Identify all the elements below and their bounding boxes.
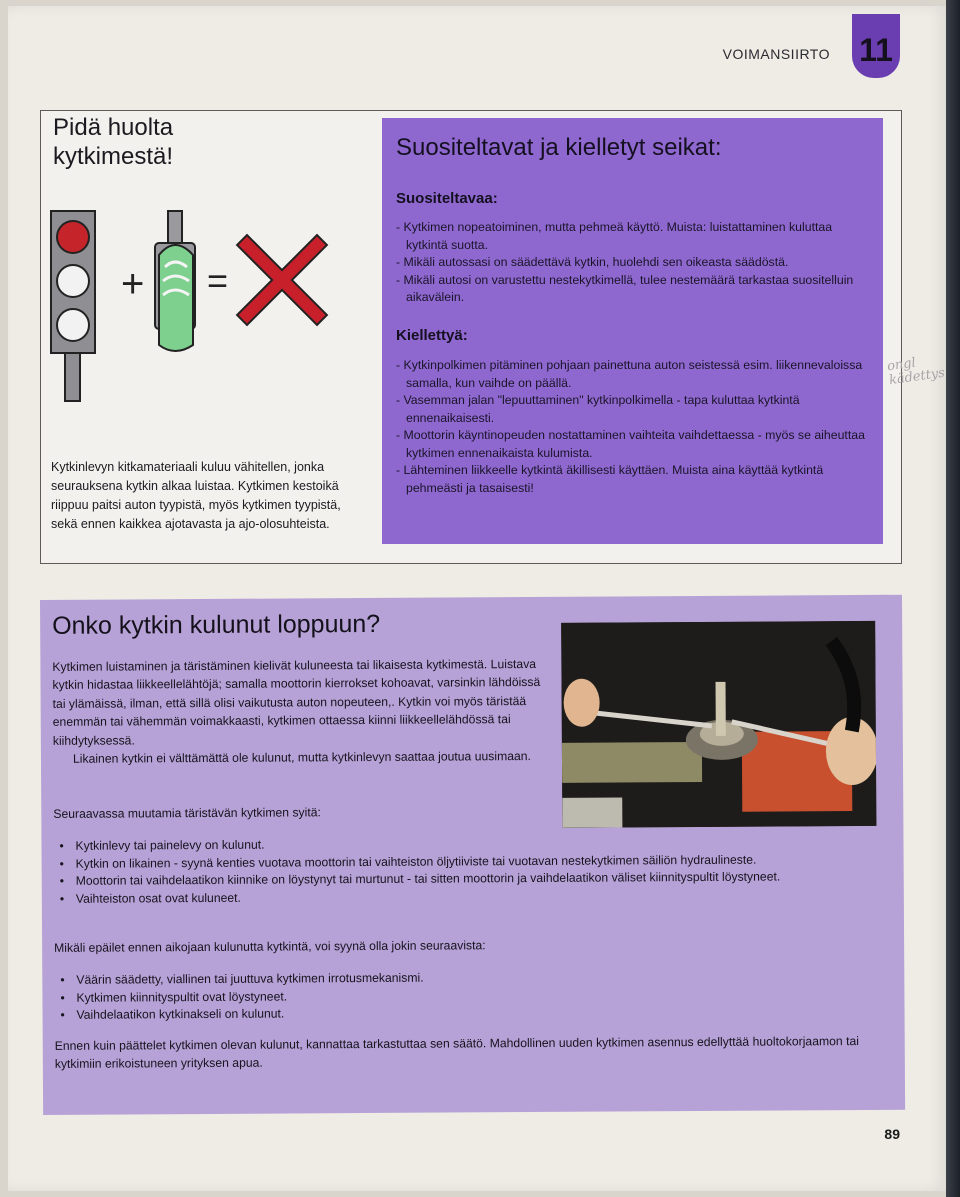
left-title xyxy=(53,113,273,171)
list-item: - Lähteminen liikkeelle kytkintä äkillisesti käyttäen. Muista aina käyttää kytkintä pehmeästi ja tasaisesti! xyxy=(396,462,872,497)
list-item: - Mikäli autosi on varustettu nestekytkimellä, tulee nestemäärä tarkastaa suositelluin aikavälein. xyxy=(396,272,872,307)
recommendations-title: Suositeltavat ja kielletyt seikat: xyxy=(396,134,722,161)
left-title-line1: Pidä huolta xyxy=(53,114,174,141)
plus-sign: + xyxy=(121,262,145,306)
list-item: • Kytkin on likainen - syynä kenties vuotava moottorin tai vaihteiston öljytiiviste tai vuotavan nestekytkimen säiliön hydraulineste. xyxy=(54,850,884,873)
worn-clutch-title: Onko kytkin kulunut loppuun? xyxy=(52,609,381,640)
recommended-list xyxy=(396,219,872,307)
chapter-tab: 11 xyxy=(852,14,900,78)
paragraph-2: Likainen kytkin ei välttämättä ole kulunut, mutta kytkinlevyn saattaa joutua uusimaan. xyxy=(72,749,531,766)
list-item: • Kytkimen kiinnityspultit ovat löystyneet. xyxy=(54,984,884,1007)
forbidden-heading: Kiellettyä: xyxy=(396,327,468,344)
forbidden-list xyxy=(396,357,872,497)
clutch-photo xyxy=(561,621,876,828)
causes-list xyxy=(53,833,883,908)
paragraph-1: Kytkimen luistaminen ja täristäminen kielivät kuluneesta tai likaisesta kytkimestä. Luistava kytkin hidastaa liikkeellelähtöjä; samalla moottorin kierrokset kohoavat, varsinkin lähdöissä tai ylämäissä, ilman, että sillä olisi vaikutusta auton nopeuteen,. Kytkin voi myös täristää enemmän tai vähemmän voimakkaasti, kytkimen ottaessa kiinni liikkeellelähdössä tai kiihdytyksessä. xyxy=(52,656,541,748)
wear-causes-list xyxy=(54,967,884,1025)
traffic-light-icon xyxy=(51,211,95,401)
closing-paragraph: Ennen kuin päättelet kytkimen olevan kulunut, kannattaa tarkastuttaa sen säätö. Mahdollinen uuden kytkimen asennus edellyttää huoltokorjaamon tai kytkimiin erikoistuneen yrityksen apua. xyxy=(54,1034,859,1071)
page-number: 89 xyxy=(884,1126,900,1142)
list-item: - Kytkimen nopeatoiminen, mutta pehmeä käyttö. Muista: luistattaminen kuluttaa kytkintä suotta. xyxy=(396,219,872,254)
equals-sign: = xyxy=(207,260,229,301)
list-item: • Kytkinlevy tai painelevy on kulunut. xyxy=(53,833,883,856)
list-item: • Vaihdelaatikon kytkinakseli on kulunut. xyxy=(54,1002,884,1025)
book-spine xyxy=(946,0,960,1197)
recommendations-box xyxy=(382,118,883,544)
left-body-text: Kytkinlevyn kitkamateriaali kuluu vähitellen, jonka seurauksena kytkin alkaa luistaa. Kytkimen kestoikä riippuu paitsi auton tyypistä, myös kytkimen tyypistä, sekä ennen kaikkea ajotavasta ja ajo-olosuhteista. xyxy=(51,460,341,531)
running-head: VOIMANSIIRTO xyxy=(722,46,830,62)
red-cross-icon xyxy=(247,245,317,315)
worn-clutch-box xyxy=(40,595,905,1115)
list-item: • Vaihteiston osat ovat kuluneet. xyxy=(54,885,884,908)
list-item: - Kytkinpolkimen pitäminen pohjaan painettuna auton seistessä esim. liikennevaloissa samalla, kun vaihde on päällä. xyxy=(396,357,872,392)
handwritten-note: ongl kädettys xyxy=(886,355,946,389)
list-item: - Moottorin käyntinopeuden nostattaminen vaihteita vaihdettaessa - myös se aiheuttaa kytkimen ennenaikaista kulumista. xyxy=(396,427,872,462)
list-item: - Mikäli autossasi on säädettävä kytkin, huolehdi sen oikeasta säädöstä. xyxy=(396,254,872,272)
clutch-illustration xyxy=(47,205,347,405)
tips-frame xyxy=(40,110,902,564)
wear-intro: Mikäli epäilet ennen aikojaan kulunutta kytkintä, voi syynä olla jokin seuraavista: xyxy=(54,938,486,955)
list-item: - Vasemman jalan "lepuuttaminen" kytkinpolkimella - tapa kuluttaa kytkintä ennenaikaisesti. xyxy=(396,392,872,427)
causes-intro: Seuraavassa muutamia täristävän kytkimen syitä: xyxy=(53,805,321,821)
list-item: • Moottorin tai vaihdelaatikon kiinnike on löystynyt tai murtunut - tai sitten moottorin ja vaihdelaatikon väliset kiinnityspultit löystyneet. xyxy=(54,868,884,891)
shoe-on-pedal-icon xyxy=(155,211,195,351)
list-item: • Väärin säädetty, viallinen tai juuttuva kytkimen irrotusmekanismi. xyxy=(54,967,884,990)
left-title-line2: kytkimestä! xyxy=(53,143,174,170)
recommended-heading: Suositeltavaa: xyxy=(396,190,498,207)
